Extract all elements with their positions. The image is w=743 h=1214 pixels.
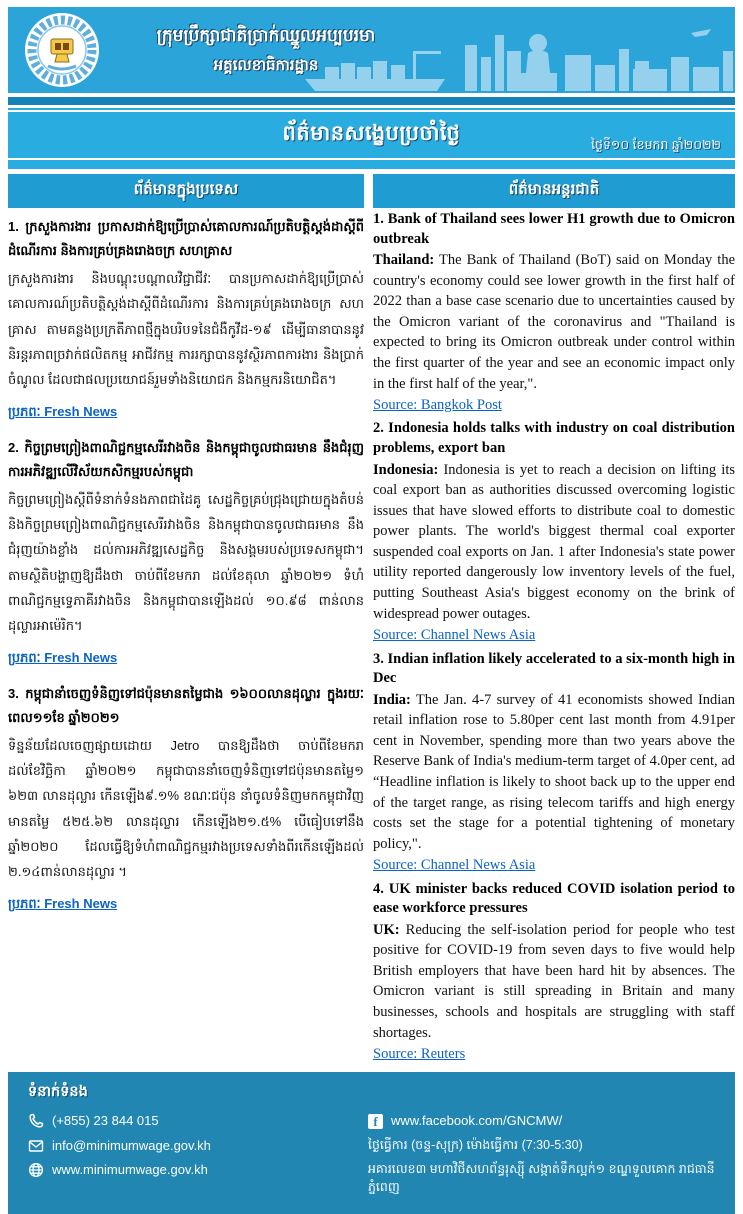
footer-contact-block <box>8 1081 368 1202</box>
article-body <box>373 460 735 625</box>
port-industry-skyline-graphic <box>295 21 735 93</box>
domestic-news-heading: ព័ត៌មានក្នុងប្រទេស <box>8 174 364 208</box>
source-link[interactable]: ប្រភពៈ Fresh News <box>8 403 118 419</box>
website-url: www.minimumwage.gov.kh <box>52 1162 208 1178</box>
international-article-1 <box>373 210 735 417</box>
contact-heading: ទំនាក់ទំនង <box>28 1084 88 1101</box>
international-article-4 <box>373 880 735 1067</box>
source-link[interactable]: Source: Reuters <box>373 1046 466 1063</box>
domestic-article-2 <box>8 436 364 675</box>
source-link[interactable]: Source: Channel News Asia <box>373 857 536 874</box>
article-lead: India: <box>373 691 411 708</box>
issue-date: ថ្ងៃទី១០ ខែមករា ឆ្នាំ២០២២ <box>591 138 721 152</box>
article-title: 3. កម្ពុជានាំចេញទំនិញទៅជប៉ុនមានតម្លៃជាង ១៦០០លានដុល្លារ ក្នុងរយៈពេល១១ខែ ឆ្នាំ២០២១ <box>8 685 364 725</box>
footer-social-block <box>368 1081 735 1202</box>
page-title: ព័ត៌មានសង្ខេបប្រចាំថ្ងៃ <box>282 122 461 145</box>
source-link[interactable]: Source: Bangkok Post <box>373 397 502 414</box>
article-lead: UK: <box>373 921 400 938</box>
org-name-line1: ក្រុមប្រឹក្សាជាតិប្រាក់ឈ្នួលអប្បបរមា <box>156 26 376 45</box>
article-title: 1. Bank of Thailand sees lower H1 growth due to Omicron outbreak <box>373 211 735 247</box>
organization-logo-icon <box>24 12 100 88</box>
article-body <box>373 250 735 394</box>
email-icon <box>28 1138 44 1154</box>
office-address: អគារលេខ៣ មហាវិថីសហព័ន្ធរុស្ស៊ី សង្កាត់ទឹកល្អក់១ ខណ្ឌទួលគោក រាជធានីភ្នំពេញ <box>368 1161 715 1195</box>
article-title: 3. Indian inflation likely accelerated to a six-month high in Dec <box>373 650 735 687</box>
article-lead: Indonesia: <box>373 461 439 478</box>
email-row[interactable] <box>28 1136 368 1156</box>
article-body: ក្រសួងការងារ និងបណ្តុះបណ្តាលវិជ្ជាជីវៈ បានប្រកាសដាក់ឱ្យប្រើប្រាស់គោលការណ៍ប្រតិបត្តិស្តង់ដាស្តីពីដំណើរការ និងការគ្រប់គ្រងរោងចក្រ សហគ្រាស តាមគន្លងប្រក្រតីភាពថ្មីក្នុងបរិបទនៃជំងឺកូវីដ-១៩ ដើម្បីធានាបាននូវនិរន្តរភាពច្រវាក់ផលិតកម្ម អាជីវកម្ម ការរក្សាបាននូវស្ថិរភាពការងារ និងប្រាក់ចំណូល ដែលជាផលប្រយោជន៍រួមទាំងនិយោជក និងកម្មករនិយោជិត។ <box>8 271 364 388</box>
address-row <box>368 1160 725 1198</box>
source-link[interactable]: ប្រភពៈ Fresh News <box>8 895 118 911</box>
org-name-line2: អគ្គលេខាធិការដ្ឋាន <box>213 56 319 74</box>
globe-icon <box>28 1162 44 1178</box>
article-text: The Bank of Thailand (BoT) said on Monday the country's economy could see lower growth in the first half of 2022 than a base case scenario due to uncertainties caused by the Omicron variant of the coronavirus and "Thailand is expected to bring its Omicron outbreak under control within the first quarter of the year and see an economic impact only in the first half of the year,". <box>373 252 735 392</box>
article-body <box>373 690 735 855</box>
phone-icon <box>28 1113 44 1129</box>
article-text: The Jan. 4-7 survey of 41 economists showed Indian retail inflation rose to 5.80per cent last month from 4.91per cent in November, spending more than two years above the Reserve Bank of India's medium-term target of 4.0per cent, ad “Headline inflation is likely to shoot back up to the upper end of the target range, as rising telecom tariffs and high energy costs set the stage for a potential tightening of monetary policy,". <box>373 691 735 852</box>
international-news-heading: ព័ត៌មានអន្តរជាតិ <box>373 174 735 208</box>
working-hours-row <box>368 1136 725 1155</box>
article-text: Reducing the self-isolation period for people who test positive for COVID-19 from seven days to five would help British employers that have been hard hit by absences. The Omicron variant is still spreading in Britain and many businesses, schools and hospitals are struggling with staff shortages. <box>373 921 735 1041</box>
article-lead: Thailand: <box>373 252 435 269</box>
phone-number: (+855) 23 844 015 <box>52 1113 159 1129</box>
article-title: 1. ក្រសួងការងារ ប្រកាសដាក់ឱ្យប្រើប្រាស់គោលការណ៍ប្រតិបត្តិស្តង់ដាស្តីពីដំណើរការ និងការគ្រប់គ្រងរោងចក្រ សហគ្រាស <box>8 219 364 259</box>
domestic-news-column <box>8 174 364 921</box>
website-row[interactable] <box>28 1160 368 1180</box>
article-body <box>373 920 735 1043</box>
source-link[interactable]: Source: Channel News Asia <box>373 627 536 644</box>
facebook-row[interactable] <box>368 1111 725 1131</box>
divider-stripe-top <box>8 97 735 105</box>
facebook-icon: f <box>368 1114 383 1129</box>
source-link[interactable]: ប្រភពៈ Fresh News <box>8 649 118 665</box>
domestic-article-3 <box>8 682 364 921</box>
email-address: info@minimumwage.gov.kh <box>52 1137 211 1153</box>
article-title: 2. Indonesia holds talks with industry on coal distribution problems, export ban <box>373 420 735 457</box>
international-article-3 <box>373 650 735 878</box>
article-title: 4. UK minister backs reduced COVID isolation period to ease workforce pressures <box>373 880 735 917</box>
domestic-article-1 <box>8 215 364 429</box>
footer <box>8 1072 735 1214</box>
news-columns <box>8 174 735 1066</box>
masthead <box>8 7 735 93</box>
phone-row <box>28 1111 368 1131</box>
working-hours: ថ្ងៃធ្វើការ (ចន្ទ-សុក្រ) ម៉ោងធ្វើការ (7:30-5:30) <box>368 1137 583 1152</box>
international-article-2 <box>373 419 735 647</box>
article-text: Indonesia is yet to reach a decision on lifting its coal export ban as authorities discussed overcoming logistic issues that have slowed efforts to distribute coal to domestic power plants. The world's biggest thermal coal exporter suspended coal exports on Jan. 1 after Indonesia's state power utility reported dangerously low inventory levels of the fuel, putting Southeast Asia's biggest economy on the brink of widespread power outages. <box>373 461 735 622</box>
article-body: ទិន្នន័យដែលចេញផ្សាយដោយ Jetro បានឱ្យដឹងថា ចាប់ពីខែមករាដល់ខែវិច្ឆិកា ឆ្នាំ២០២១ កម្ពុជាបាននាំចេញទំនិញទៅជប៉ុនមានតម្លៃ១ ៦២៣ លានដុល្លារ កើនឡើង៩.១% ខណៈជប៉ុន នាំចូលទំនិញមកកម្ពុជាវិញមានតម្លៃ ៥២៥.៦២ លានដុល្លារ កើនឡើង២១.៥% បើធៀបទៅនឹងឆ្នាំ២០២០ ដែលធ្វើឱ្យទំហំពាណិជ្ជកម្មរវាងប្រទេសទាំងពីរកើនឡើងដល់ ២.១៤ពាន់លានដុល្លារ ។ <box>8 737 364 880</box>
international-news-column <box>373 174 735 1066</box>
article-title: 2. កិច្ចព្រមព្រៀងពាណិជ្ជកម្មសេរីរវាងចិន និងកម្ពុជាចូលជាធរមាន នឹងជំរុញការអភិវឌ្ឍលើវិស័យកសិកម្មរបស់កម្ពុជា <box>8 439 364 479</box>
facebook-url: www.facebook.com/GNCMW/ <box>391 1113 563 1129</box>
article-body: កិច្ចព្រមព្រៀងស្តីពីទំនាក់ទំនងភាពជាដៃគូ សេដ្ឋកិច្ចគ្រប់ជ្រុងជ្រោយក្នុងតំបន់និងកិច្ចព្រមព្រៀងពាណិជ្ជកម្មសេរីរវាងចិន និងកម្ពុជាបានចូលជាធរមាន នឹងជំរុញយ៉ាងខ្លាំង ដល់ការអភិវឌ្ឍសេដ្ឋកិច្ច និងសង្គមរបស់ប្រទេសកម្ពុជា។ តាមស្ថិតិបង្ហាញឱ្យដឹងថា ចាប់ពីខែមករា ដល់ខែតុលា ឆ្នាំ២០២១ ទំហំពាណិជ្ជកម្មទ្វេភាគីរវាងចិន និងកម្ពុជាបានឡើងដល់ ១០.៩៨ ពាន់លានដុល្លារអាម៉េរិក។ <box>8 491 364 634</box>
daily-summary-banner <box>8 108 735 169</box>
